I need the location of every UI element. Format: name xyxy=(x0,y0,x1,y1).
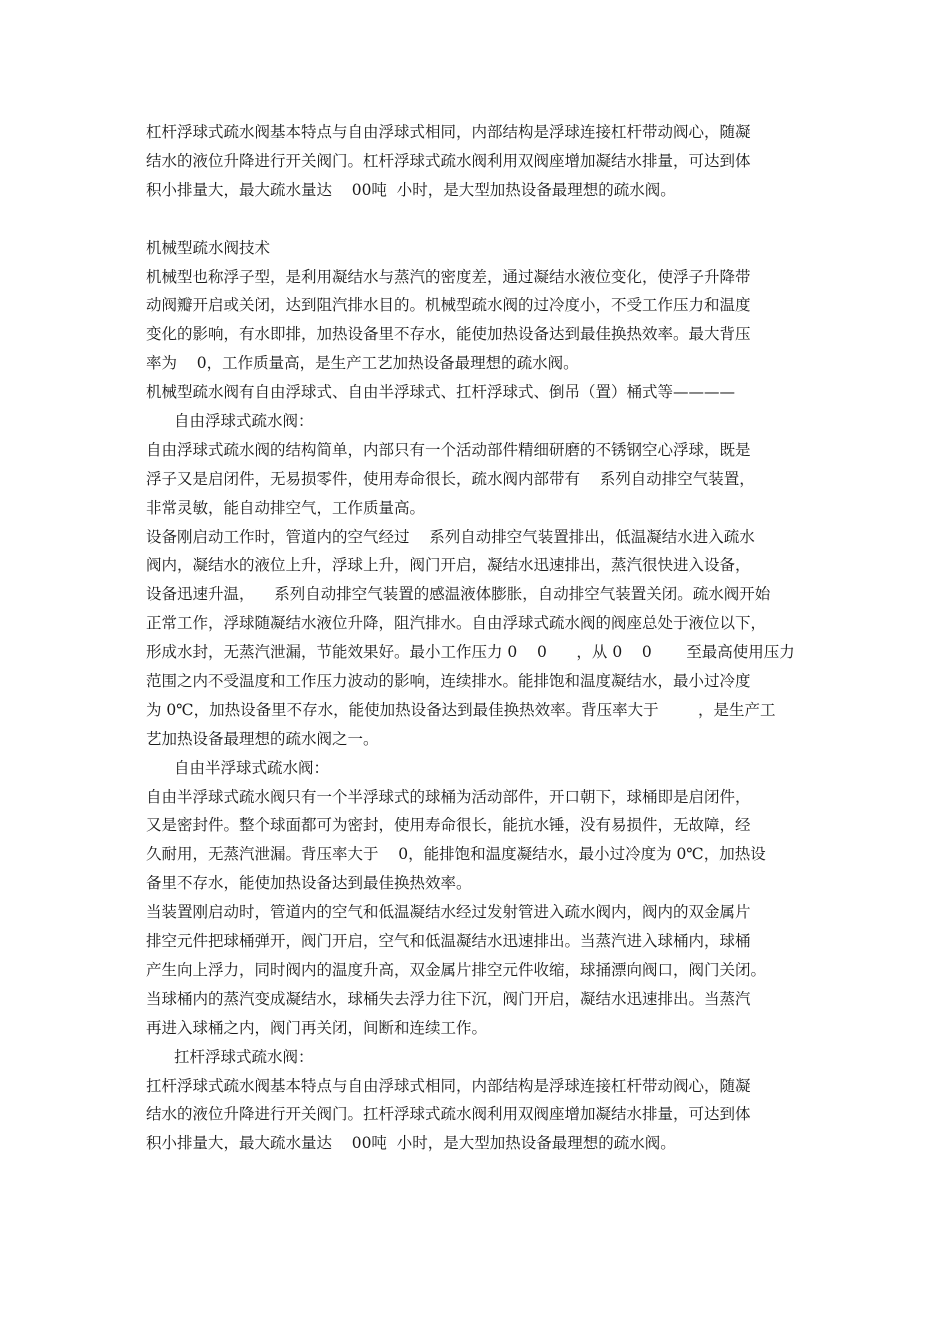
text-line: 阀内，凝结水的液位上升，浮球上升，阀门开启，凝结水迅速排出，蒸汽很快进入设备， xyxy=(146,556,751,575)
text-line: 变化的影响，有水即排，加热设备里不存水，能使加热设备达到最佳换热效率。最大背压 xyxy=(146,325,751,344)
text-line: 产生向上浮力，同时阀内的温度升高，双金属片排空元件收缩，球捅漂向阀口，阀门关闭。 xyxy=(146,960,767,979)
text-line: 机械型疏水阀有自由浮球式、自由半浮球式、扛杆浮球式、倒吊（置）桶式等———— xyxy=(146,383,736,402)
subsection-heading: 扛杆浮球式疏水阀： xyxy=(174,1047,314,1066)
subsection-heading: 自由半浮球式疏水阀： xyxy=(174,758,330,777)
text-line: 备里不存水，能使加热设备达到最佳换热效率。 xyxy=(146,874,472,893)
semi-float-paragraph xyxy=(146,783,818,899)
text-line: 扛杆浮球式疏水阀基本特点与自由浮球式相同，内部结构是浮球连接杠杆带动阀心，随凝 xyxy=(146,1076,751,1095)
text-line: 正常工作，浮球随凝结水液位升降，阻汽排水。自由浮球式疏水阀的阀座总处于液位以下， xyxy=(146,614,767,633)
text-line: 积小排量大，最大疏水量达 00吨 小时，是大型加热设备最理想的疏水阀。 xyxy=(146,180,676,199)
text-line: 当球桶内的蒸汽变成凝结水，球桶失去浮力往下沉，阀门开启，凝结水迅速排出。当蒸汽 xyxy=(146,989,751,1008)
text-line: 设备迅速升温， 系列自动排空气装置的感温液体膨胀，自动排空气装置关闭。疏水阀开始 xyxy=(146,585,771,604)
text-line: 设备刚启动工作时，管道内的空气经过 系列自动排空气装置排出，低温凝结水进入疏水 xyxy=(146,527,755,546)
text-line: 结水的液位升降进行开关阀门。扛杆浮球式疏水阀利用双阀座增加凝结水排量，可达到体 xyxy=(146,1105,751,1124)
text-line: 积小排量大，最大疏水量达 00吨 小时，是大型加热设备最理想的疏水阀。 xyxy=(146,1134,676,1153)
text-line: 非常灵敏，能自动排空气，工作质量高。 xyxy=(146,498,426,517)
text-line: 结水的液位升降进行开关阀门。杠杆浮球式疏水阀利用双阀座增加凝结水排量，可达到体 xyxy=(146,151,751,170)
text-line: 率为 0，工作质量高，是生产工艺加热设备最理想的疏水阀。 xyxy=(146,354,579,373)
text-line: 范围之内不受温度和工作压力波动的影响，连续排水。能排饱和温度凝结水，最小过冷度 xyxy=(146,672,751,691)
text-line: 动阀瓣开启或关闭，达到阻汽排水目的。机械型疏水阀的过冷度小，不受工作压力和温度 xyxy=(146,296,751,315)
text-line: 为 0℃，加热设备里不存水，能使加热设备达到最佳换热效率。背压率大于 ，是生产工 xyxy=(146,700,776,719)
section-heading: 机械型疏水阀技术 xyxy=(146,238,271,257)
text-line: 艺加热设备最理想的疏水阀之一。 xyxy=(146,729,379,748)
subsection-heading: 自由浮球式疏水阀： xyxy=(174,412,314,431)
text-line: 形成水封，无蒸汽泄漏，节能效果好。最小工作压力 0 0 ，从 0 0 至最高使用压力 xyxy=(146,643,795,662)
text-line: 自由浮球式疏水阀的结构简单，内部只有一个活动部件精细研磨的不锈钢空心浮球，既是 xyxy=(146,440,751,459)
free-float-paragraph xyxy=(146,436,818,523)
paragraph-gap xyxy=(146,205,818,234)
text-line: 自由半浮球式疏水阀只有一个半浮球式的球桶为活动部件，开口朝下，球桶即是启闭件， xyxy=(146,787,751,806)
document-page xyxy=(146,118,818,1158)
lever-float-paragraph xyxy=(146,1072,818,1159)
text-line: 再进入球桶之内，阀门再关闭，间断和连续工作。 xyxy=(146,1018,488,1037)
mechanical-type-paragraph xyxy=(146,263,818,379)
mechanical-types-list xyxy=(146,378,818,407)
semi-float-operation-paragraph xyxy=(146,898,818,1042)
text-line: 浮子又是启闭件，无易损零件，使用寿命很长，疏水阀内部带有 系列自动排空气装置， xyxy=(146,469,755,488)
text-line: 杠杆浮球式疏水阀基本特点与自由浮球式相同，内部结构是浮球连接杠杆带动阀心，随凝 xyxy=(146,123,751,141)
text-line: 排空元件把球桶弹开，阀门开启，空气和低温凝结水迅速排出。当蒸汽进入球桶内，球桶 xyxy=(146,932,751,951)
intro-paragraph xyxy=(146,118,818,205)
text-line: 久耐用，无蒸汽泄漏。背压率大于 0，能排饱和温度凝结水，最小过冷度为 0℃，加热设 xyxy=(146,845,766,864)
text-line: 机械型也称浮子型，是利用凝结水与蒸汽的密度差，通过凝结水液位变化，使浮子升降带 xyxy=(146,267,751,286)
text-line: 又是密封件。整个球面都可为密封，使用寿命很长，能抗水锤，没有易损件，无故障，经 xyxy=(146,816,751,835)
text-line: 当装置刚启动时，管道内的空气和低温凝结水经过发射管进入疏水阀内，阀内的双金属片 xyxy=(146,903,751,922)
free-float-operation-paragraph xyxy=(146,523,818,754)
